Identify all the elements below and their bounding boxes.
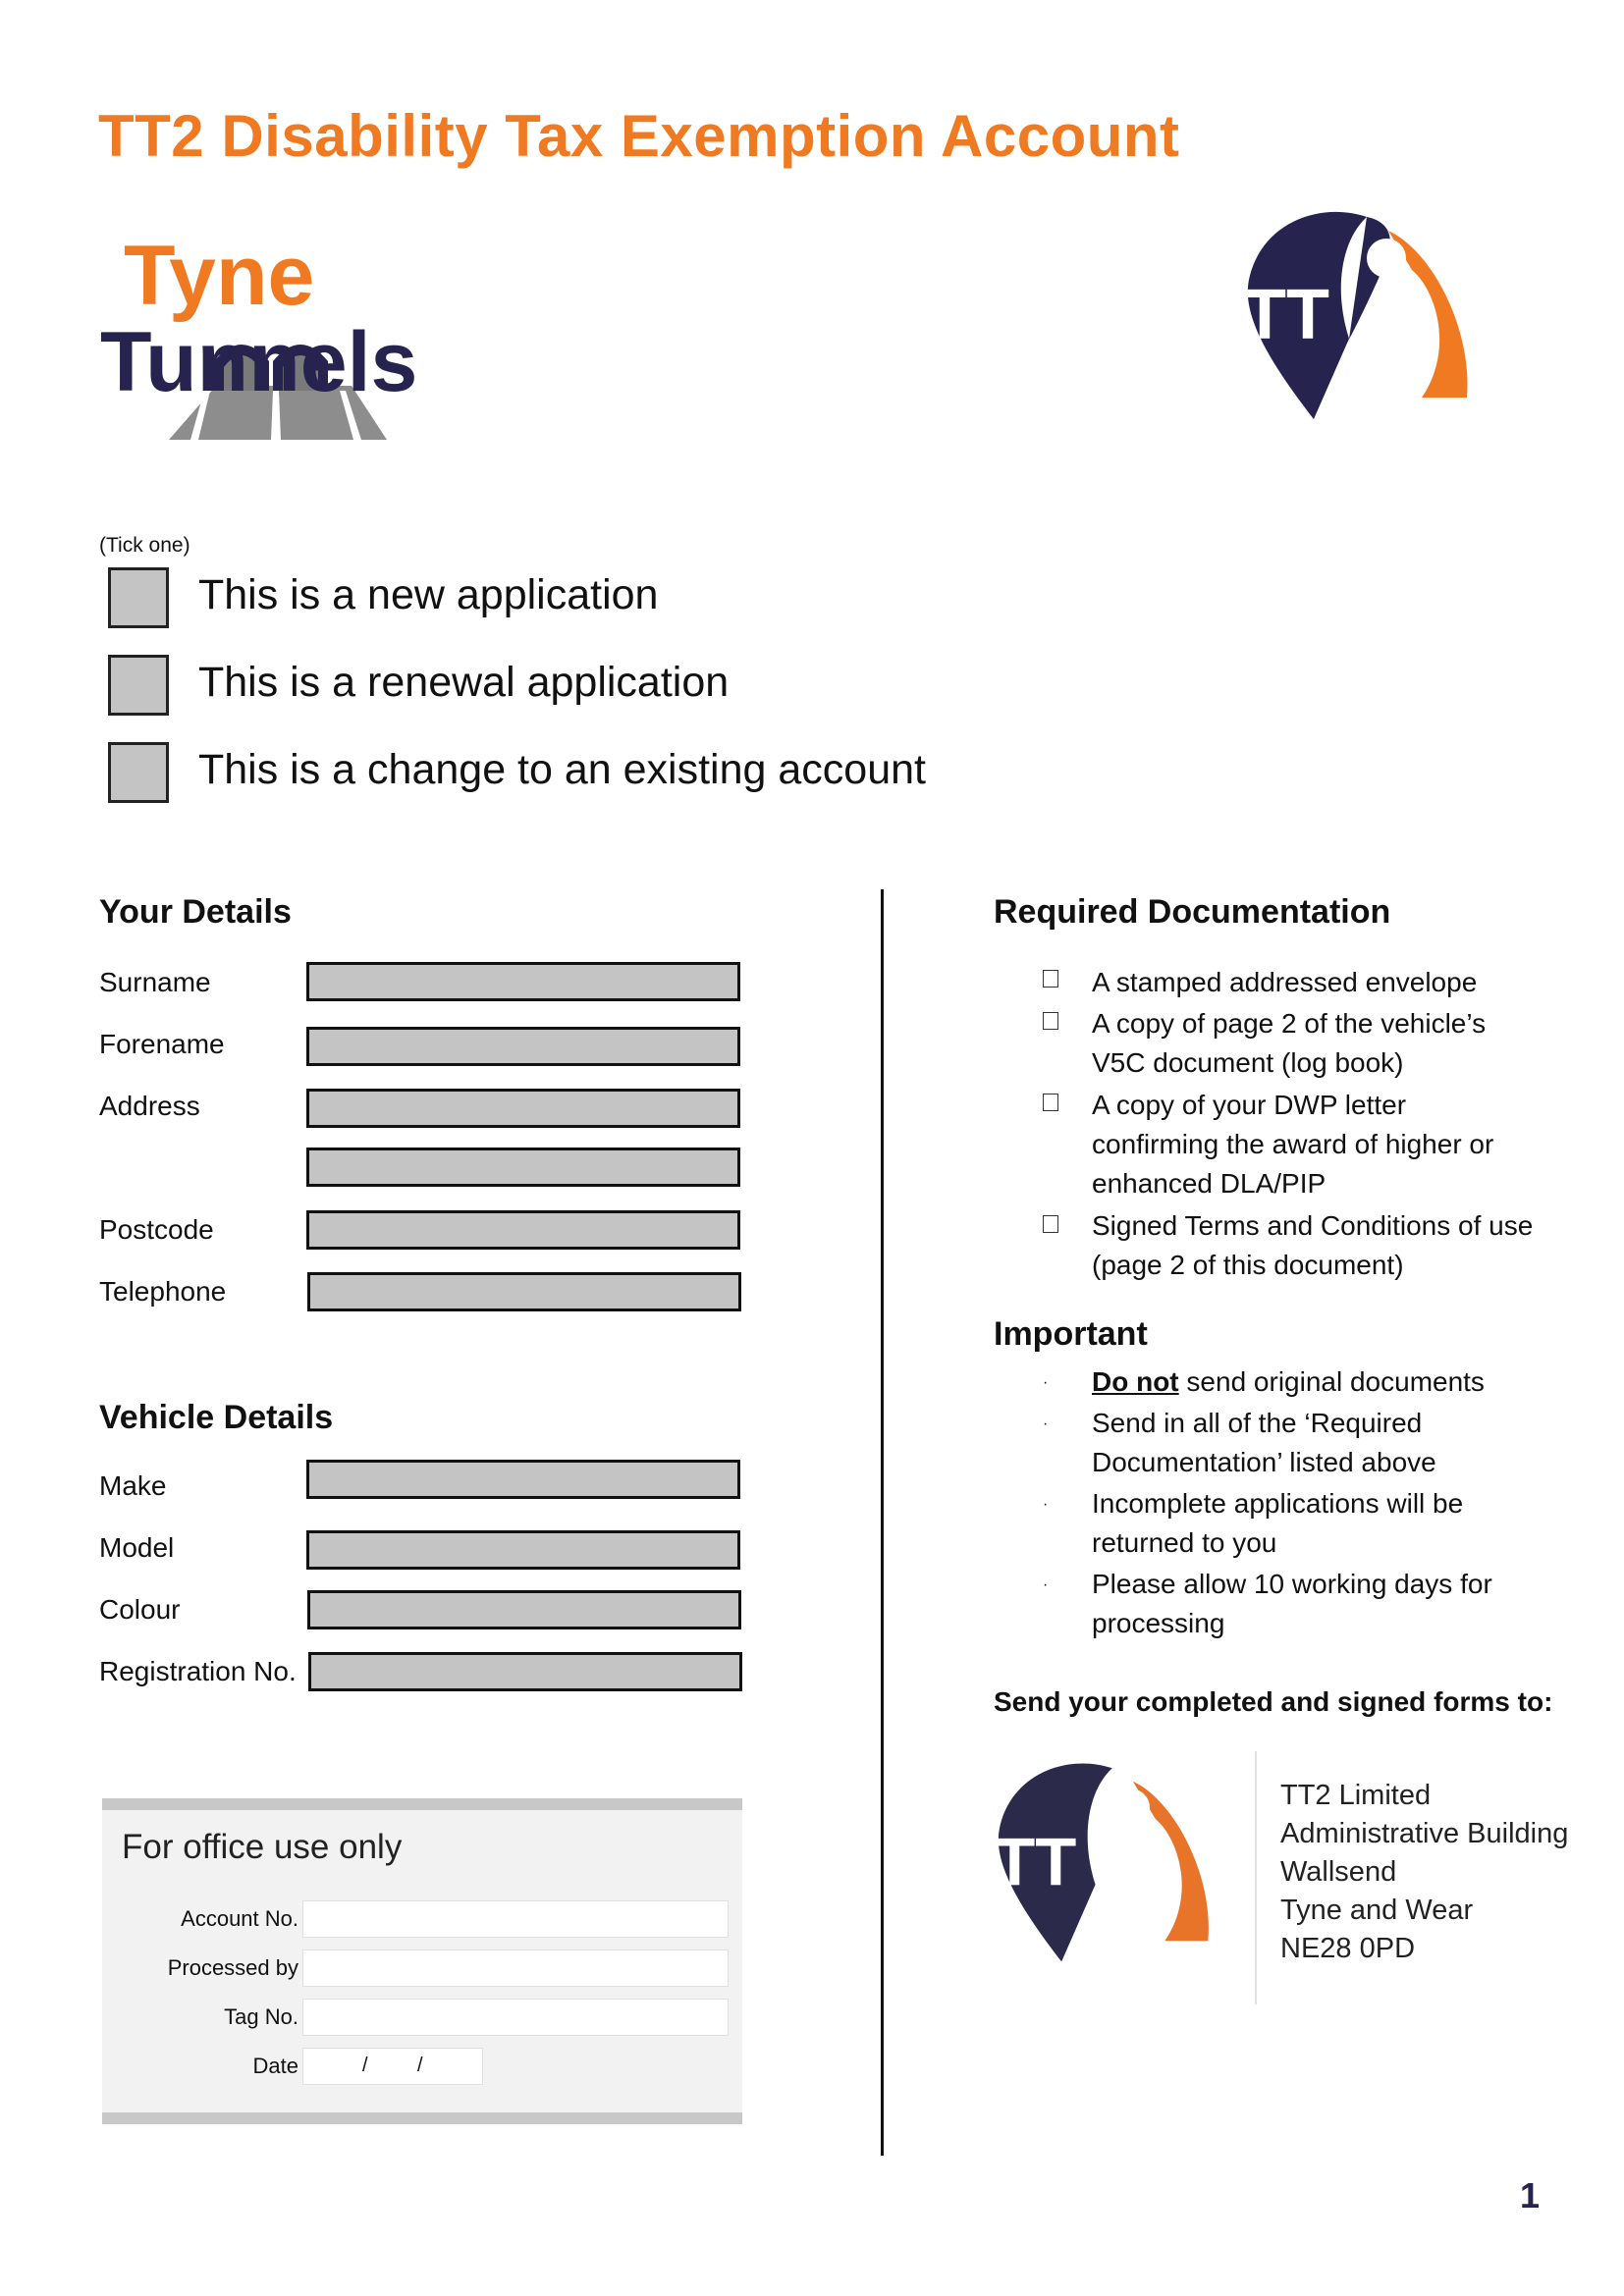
processed-by-field[interactable] xyxy=(302,1949,729,1987)
office-use-panel xyxy=(102,1798,742,2124)
doc-item-v5c: A copy of page 2 of the vehicle’s V5C document (log book) xyxy=(1092,1008,1487,1078)
account-no-label: Account No. xyxy=(181,1906,298,1931)
bullet-icon-4: · xyxy=(1043,1576,1049,1593)
required-documentation-heading: Required Documentation xyxy=(994,893,1391,931)
address-field-line-1[interactable] xyxy=(306,1089,740,1128)
tyne-tunnels-logo xyxy=(96,234,469,440)
renewal-application-label: This is a renewal application xyxy=(198,659,730,706)
tag-no-label: Tag No. xyxy=(224,2004,298,2029)
colour-label: Colour xyxy=(99,1594,181,1625)
telephone-label: Telephone xyxy=(99,1276,227,1307)
address-line-1: TT2 Limited xyxy=(1280,1780,1432,1811)
renewal-application-checkbox[interactable] xyxy=(108,655,169,716)
your-details-heading: Your Details xyxy=(99,893,292,931)
model-field[interactable] xyxy=(306,1530,740,1570)
important-item-allow-days: Please allow 10 working days for processing xyxy=(1092,1569,1492,1638)
processed-by-label: Processed by xyxy=(167,1955,298,1980)
originals-rest: send original documents xyxy=(1178,1366,1485,1397)
new-application-label: This is a new application xyxy=(198,571,659,618)
tag-no-field[interactable] xyxy=(302,1999,729,2036)
date-separator-2: / xyxy=(417,2055,423,2076)
bullet-icon-3: · xyxy=(1043,1496,1049,1513)
forename-label: Forename xyxy=(99,1029,225,1059)
account-no-field[interactable] xyxy=(302,1900,729,1938)
telephone-field[interactable] xyxy=(307,1272,741,1311)
address-label: Address xyxy=(99,1091,200,1121)
doc-check-icon-1 xyxy=(1043,970,1058,988)
important-heading: Important xyxy=(994,1315,1148,1353)
address-line-2: Administrative Building xyxy=(1280,1818,1569,1849)
column-divider xyxy=(881,889,884,2156)
important-item-incomplete: Incomplete applications will be returned to you xyxy=(1092,1488,1464,1558)
doc-item-envelope: A stamped addressed envelope xyxy=(1092,967,1478,997)
surname-label: Surname xyxy=(99,967,211,997)
doc-item-dwp-letter: A copy of your DWP letter confirming the award of higher or enhanced DLA/PIP xyxy=(1092,1090,1494,1199)
postcode-field[interactable] xyxy=(306,1210,740,1250)
page-number: 1 xyxy=(1520,2175,1541,2216)
send-to-label: Send your completed and signed forms to: xyxy=(994,1686,1553,1717)
model-label: Model xyxy=(99,1532,175,1563)
tt2-logo-text: TT xyxy=(1243,276,1329,354)
doc-check-icon-4 xyxy=(1043,1215,1058,1233)
surname-field[interactable] xyxy=(306,962,740,1001)
address-line-3: Wallsend xyxy=(1280,1856,1397,1888)
do-not-emphasis: Do not xyxy=(1092,1366,1179,1397)
doc-check-icon-2 xyxy=(1043,1012,1058,1030)
date-label: Date xyxy=(252,2054,298,2078)
change-account-label: This is a change to an existing account xyxy=(198,746,926,793)
office-use-heading: For office use only xyxy=(122,1828,403,1866)
tt2-footer-logo-text: TT xyxy=(994,1823,1077,1899)
logo-text-tyne: Tyne xyxy=(124,234,315,323)
make-field[interactable] xyxy=(306,1460,740,1499)
address-field-line-2[interactable] xyxy=(306,1148,740,1187)
tick-one-hint: (Tick one) xyxy=(99,534,190,557)
doc-item-terms: Signed Terms and Conditions of use (page 2 of this document) xyxy=(1092,1210,1534,1280)
new-application-checkbox[interactable] xyxy=(108,567,169,628)
vehicle-details-heading: Vehicle Details xyxy=(99,1399,334,1436)
page-title: TT2 Disability Tax Exemption Account xyxy=(98,103,1180,169)
registration-field[interactable] xyxy=(308,1652,742,1691)
colour-field[interactable] xyxy=(307,1590,741,1629)
doc-check-icon-3 xyxy=(1043,1094,1058,1111)
logo-text-tunnels: Tunnels xyxy=(100,315,418,409)
tt2-logo-footer-graphic xyxy=(990,1753,1225,1969)
address-divider xyxy=(1255,1751,1257,2004)
postal-address xyxy=(1280,1777,1568,1968)
date-separator-1: / xyxy=(362,2055,368,2076)
tt2-logo-digit: 2 xyxy=(1465,230,1467,232)
postcode-label: Postcode xyxy=(99,1214,214,1245)
tt2-logo-graphic xyxy=(1239,201,1485,427)
address-line-5: NE28 0PD xyxy=(1280,1933,1416,1964)
date-field[interactable] xyxy=(302,2048,483,2085)
tyne-tunnels-logo-graphic xyxy=(96,234,469,440)
make-label: Make xyxy=(99,1470,167,1501)
important-item-send-all: Send in all of the ‘Required Documentation’ listed above xyxy=(1092,1408,1436,1477)
important-item-originals xyxy=(1092,1362,1543,1402)
tt2-logo-header xyxy=(1239,201,1485,427)
forename-field[interactable] xyxy=(306,1027,740,1066)
bullet-icon-1: · xyxy=(1043,1374,1049,1391)
tt2-logo-footer xyxy=(990,1753,1225,1969)
bullet-icon-2: · xyxy=(1043,1415,1049,1432)
change-account-checkbox[interactable] xyxy=(108,742,169,803)
address-line-4: Tyne and Wear xyxy=(1280,1895,1474,1926)
registration-label: Registration No. xyxy=(99,1656,297,1686)
